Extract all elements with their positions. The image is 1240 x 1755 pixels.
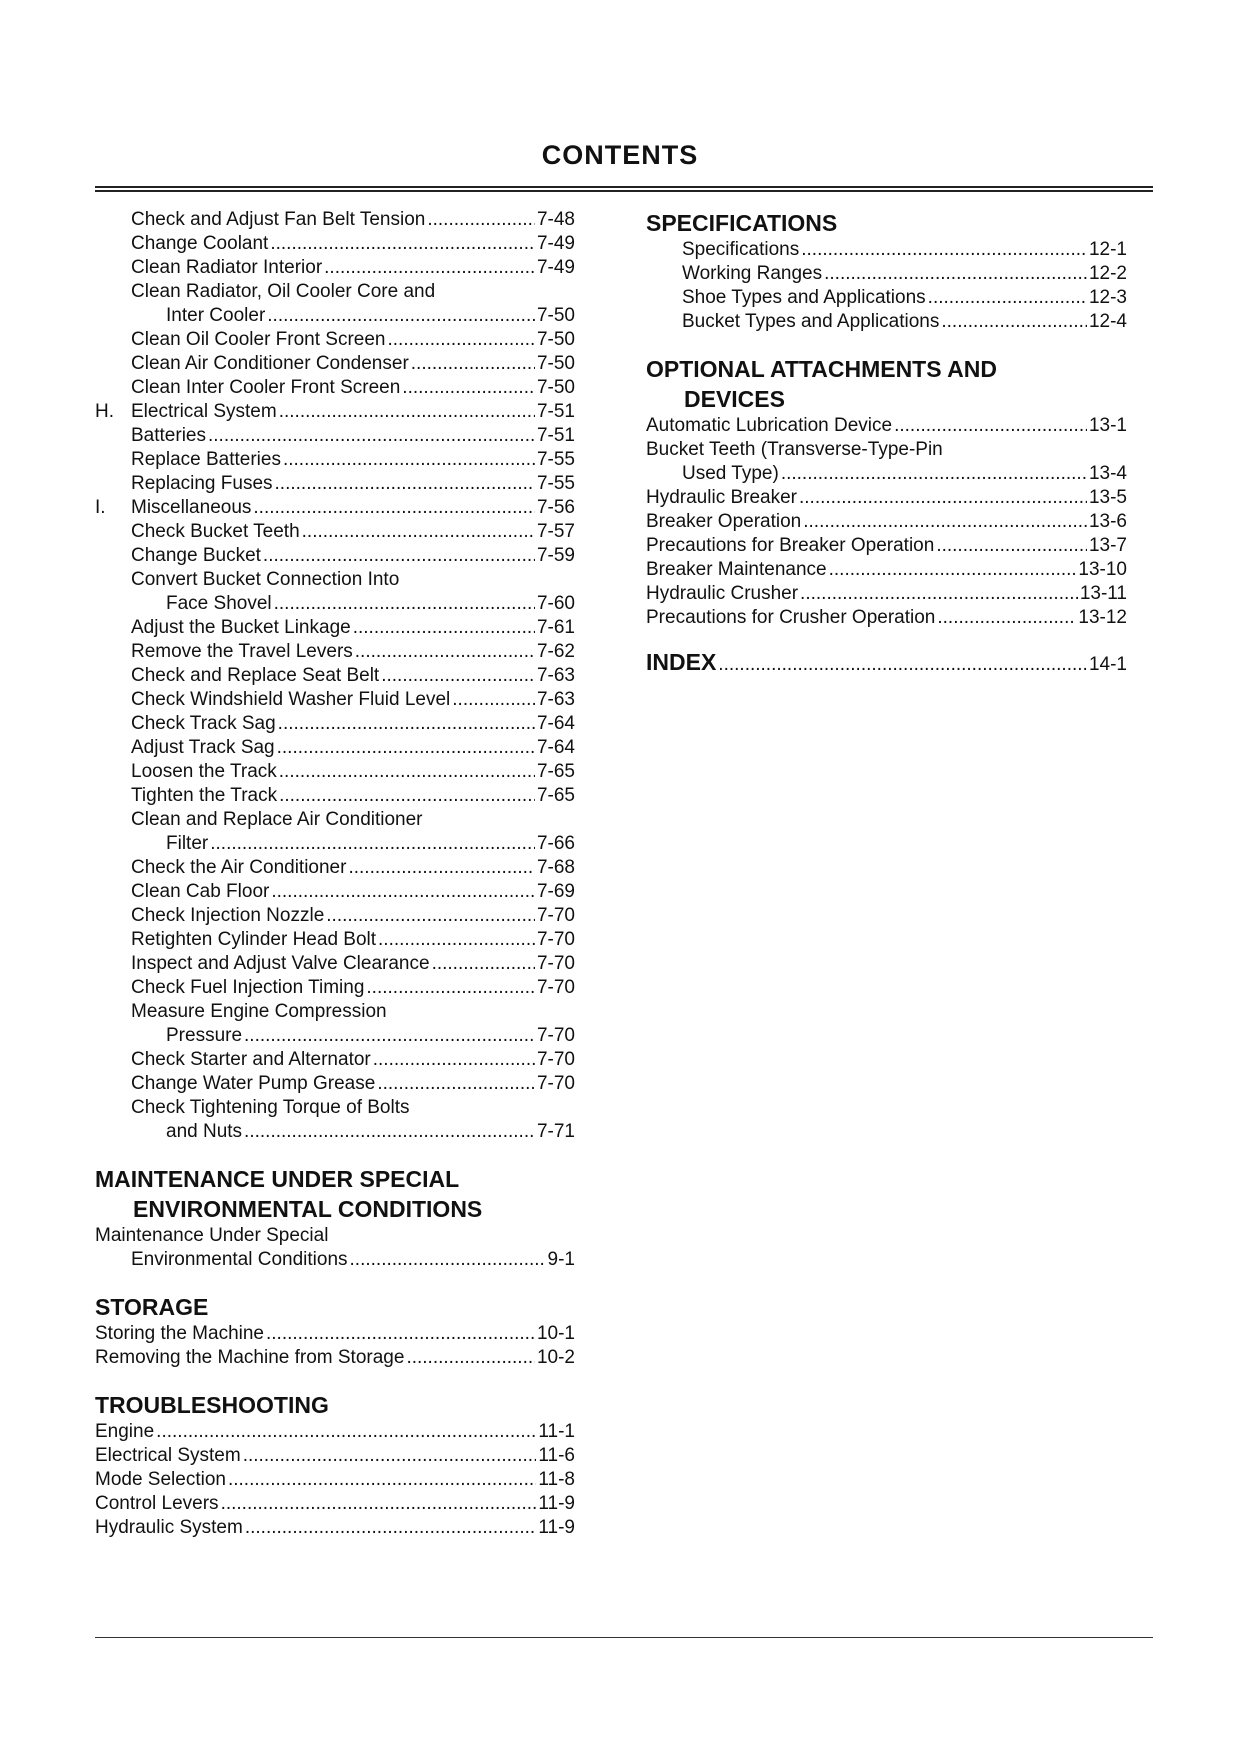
toc-entry[interactable] (95, 1048, 575, 1072)
dot-leader (381, 664, 535, 688)
toc-entry[interactable] (95, 928, 575, 952)
toc-entry[interactable] (95, 784, 575, 808)
section-gap (646, 334, 1127, 354)
dot-leader (324, 256, 535, 280)
toc-entry[interactable] (646, 558, 1127, 582)
toc-entry-title: Clean Oil Cooler Front Screen (131, 329, 386, 350)
dot-leader (279, 784, 535, 808)
dot-leader (348, 856, 535, 880)
page-number: 13-11 (1079, 583, 1127, 604)
toc-entry-title: Check the Air Conditioner (131, 857, 347, 878)
page-number: 10-1 (536, 1323, 575, 1344)
dot-leader (894, 414, 1087, 438)
toc-entry[interactable] (95, 616, 575, 640)
toc-entry[interactable] (646, 582, 1127, 606)
toc-entry-title: Loosen the Track (131, 761, 277, 782)
dot-leader (302, 520, 535, 544)
toc-entry-title: Convert Bucket Connection Into (131, 569, 400, 590)
toc-entry-title: Change Water Pump Grease (131, 1073, 376, 1094)
toc-entry[interactable] (95, 472, 575, 496)
section-letter: I. (95, 497, 106, 518)
toc-entry[interactable] (95, 1120, 575, 1144)
toc-entry-title: Hydraulic Crusher (646, 583, 799, 604)
toc-entry[interactable] (95, 856, 575, 880)
section-heading-line: TROUBLESHOOTING (95, 1392, 329, 1418)
toc-entry-title: Check Track Sag (131, 713, 276, 734)
toc-entry-title: Retighten Cylinder Head Bolt (131, 929, 377, 950)
dot-leader (402, 376, 535, 400)
toc-entry[interactable] (95, 1322, 575, 1346)
page-number: 7-56 (536, 497, 575, 518)
dot-leader (267, 304, 535, 328)
toc-entry-title: INDEX (646, 649, 717, 675)
dot-leader (279, 400, 535, 424)
toc-entry[interactable] (95, 592, 575, 616)
page-number: 7-62 (536, 641, 575, 662)
toc-entry[interactable] (95, 424, 575, 448)
dot-leader (228, 1468, 536, 1492)
page-number: 12-3 (1088, 287, 1127, 308)
page-number: 7-70 (536, 977, 575, 998)
toc-entry[interactable] (95, 952, 575, 976)
page-number: 7-70 (536, 929, 575, 950)
dot-leader (452, 688, 535, 712)
title-double-rule (95, 186, 1153, 192)
toc-entry-title: Automatic Lubrication Device (646, 415, 893, 436)
page-number: 7-69 (536, 881, 575, 902)
toc-entry-title: Used Type) (682, 463, 779, 484)
right-column (646, 208, 1127, 674)
dot-leader (928, 286, 1087, 310)
toc-entry-title: Working Ranges (682, 263, 823, 284)
dot-leader (274, 592, 535, 616)
toc-entry[interactable] (95, 328, 575, 352)
page-number: 12-2 (1088, 263, 1127, 284)
page-number: 7-61 (536, 617, 575, 638)
page-number: 7-64 (536, 713, 575, 734)
toc-entry-title: Check and Adjust Fan Belt Tension (131, 209, 426, 230)
page-number: 11-9 (538, 1517, 575, 1538)
page-number: 7-64 (536, 737, 575, 758)
toc-entry-title: Mode Selection (95, 1469, 226, 1490)
toc-entry[interactable] (95, 760, 575, 784)
toc-entry-title: Remove the Travel Levers (131, 641, 353, 662)
dot-leader (243, 1444, 537, 1468)
page-number: 9-1 (547, 1249, 575, 1270)
dot-leader (941, 310, 1087, 334)
dot-leader (326, 904, 535, 928)
dot-leader (432, 952, 535, 976)
page-number: 7-57 (536, 521, 575, 542)
section-heading (646, 208, 1127, 238)
toc-entry-title: Environmental Conditions (131, 1249, 348, 1270)
toc-entry[interactable] (646, 238, 1127, 262)
toc-entry-title: Filter (166, 833, 209, 854)
page-number: 13-7 (1088, 535, 1127, 556)
toc-entry-title: Adjust Track Sag (131, 737, 275, 758)
toc-entry-title: Miscellaneous (131, 497, 252, 518)
dot-leader (829, 558, 1077, 582)
toc-entry[interactable] (95, 976, 575, 1000)
toc-entry-title: Electrical System (95, 1445, 241, 1466)
page-number: 11-8 (538, 1469, 575, 1490)
toc-entry[interactable] (646, 534, 1127, 558)
page-number: 7-70 (536, 905, 575, 926)
dot-leader (799, 486, 1087, 510)
dot-leader (803, 510, 1087, 534)
toc-entry[interactable] (95, 520, 575, 544)
toc-entry[interactable] (95, 256, 575, 280)
toc-entry-title: Batteries (131, 425, 206, 446)
dot-leader (271, 880, 535, 904)
toc-entry[interactable] (95, 1420, 575, 1444)
toc-entry[interactable] (646, 606, 1127, 630)
dot-leader (277, 736, 535, 760)
page-number: 7-55 (536, 473, 575, 494)
dot-leader (411, 352, 535, 376)
toc-entry[interactable] (95, 1072, 575, 1096)
section-gap (95, 1144, 575, 1164)
page-number: 13-10 (1078, 559, 1127, 580)
section-heading-line: OPTIONAL ATTACHMENTS AND (646, 356, 997, 382)
toc-entry-title: Change Bucket (131, 545, 261, 566)
section-heading-line: DEVICES (684, 386, 785, 412)
toc-entry-title: Specifications (682, 239, 800, 260)
toc-entry-title: Clean and Replace Air Conditioner (131, 809, 423, 830)
toc-entry-title: Maintenance Under Special (95, 1225, 329, 1246)
dot-leader (781, 462, 1087, 486)
toc-entry[interactable] (95, 904, 575, 928)
page-number: 7-65 (536, 785, 575, 806)
dot-leader (824, 262, 1087, 286)
page-number: 7-66 (536, 833, 575, 854)
page-number: 13-4 (1088, 463, 1127, 484)
page-number: 7-70 (536, 1049, 575, 1070)
toc-entry[interactable] (95, 376, 575, 400)
toc-entry-title: Clean Radiator Interior (131, 257, 323, 278)
page-number: 7-63 (536, 665, 575, 686)
toc-entry-title: Clean Radiator, Oil Cooler Core and (131, 281, 436, 302)
page-title: CONTENTS (541, 140, 699, 170)
toc-entry[interactable] (646, 462, 1127, 486)
toc-entry-title: Clean Air Conditioner Condenser (131, 353, 409, 374)
dot-leader (937, 606, 1076, 630)
toc-entry-title: Clean Cab Floor (131, 881, 270, 902)
dot-leader (936, 534, 1087, 558)
page-number: 7-59 (536, 545, 575, 566)
toc-entry-title: Clean Inter Cooler Front Screen (131, 377, 401, 398)
toc-entry[interactable] (95, 232, 575, 256)
toc-entry[interactable] (95, 352, 575, 376)
page-number: 7-50 (536, 353, 575, 374)
toc-entry[interactable] (646, 310, 1127, 334)
page-number: 7-51 (536, 425, 575, 446)
toc-entry-title: Breaker Operation (646, 511, 802, 532)
toc-entry[interactable] (95, 832, 575, 856)
toc-entry-title: Check Fuel Injection Timing (131, 977, 365, 998)
toc-entry[interactable] (95, 1224, 575, 1248)
section-letter: H. (95, 401, 114, 422)
section-gap (95, 1370, 575, 1390)
page-number: 13-12 (1078, 607, 1127, 628)
section-heading (646, 354, 1127, 414)
dot-leader (801, 238, 1087, 262)
toc-entry-title: Storing the Machine (95, 1323, 264, 1344)
toc-entry[interactable] (95, 1516, 575, 1540)
toc-entry-title: Face Shovel (166, 593, 272, 614)
toc-entry-title: Electrical System (131, 401, 277, 422)
toc-entry[interactable] (95, 1444, 575, 1468)
page-number: 7-55 (536, 449, 575, 470)
section-heading-line: MAINTENANCE UNDER SPECIAL (95, 1166, 460, 1192)
dot-leader (718, 653, 1087, 677)
section-heading (95, 1292, 575, 1322)
dot-leader (210, 832, 535, 856)
dot-leader (373, 1048, 535, 1072)
toc-entry[interactable] (95, 568, 575, 592)
toc-entry[interactable] (95, 1096, 575, 1120)
toc-entry-title: Check and Replace Seat Belt (131, 665, 380, 686)
toc-entry-title: Hydraulic System (95, 1517, 243, 1538)
toc-entry[interactable] (95, 1000, 575, 1024)
toc-entry[interactable] (95, 1468, 575, 1492)
toc-entry-title: Change Coolant (131, 233, 269, 254)
toc-entry-title: Adjust the Bucket Linkage (131, 617, 351, 638)
page-number: 12-1 (1088, 239, 1127, 260)
page-number: 11-6 (538, 1445, 575, 1466)
dot-leader (266, 1322, 535, 1346)
page-number: 7-49 (536, 257, 575, 278)
dot-leader (366, 976, 535, 1000)
page-number: 7-70 (536, 953, 575, 974)
toc-entry[interactable] (95, 1492, 575, 1516)
toc-entry-title: Precautions for Breaker Operation (646, 535, 935, 556)
dot-leader (427, 208, 535, 232)
toc-entry[interactable] (95, 280, 575, 304)
toc-entry[interactable] (95, 808, 575, 832)
toc-entry-title: Control Levers (95, 1493, 219, 1514)
toc-entry[interactable] (95, 448, 575, 472)
dot-leader (388, 328, 535, 352)
toc-entry[interactable] (95, 736, 575, 760)
toc-entry-title: Engine (95, 1421, 155, 1442)
toc-entry-title: Removing the Machine from Storage (95, 1347, 405, 1368)
page-number: 7-50 (536, 329, 575, 350)
toc-entry[interactable] (95, 664, 575, 688)
section-gap (95, 1272, 575, 1292)
toc-entry[interactable] (646, 510, 1127, 534)
toc-entry[interactable] (95, 1346, 575, 1370)
page-number: 13-6 (1088, 511, 1127, 532)
toc-entry-title: Inspect and Adjust Valve Clearance (131, 953, 430, 974)
toc-entry-title: Precautions for Crusher Operation (646, 607, 936, 628)
page-number: 14-1 (1088, 654, 1127, 675)
toc-entry-title: Inter Cooler (166, 305, 266, 326)
dot-leader (353, 616, 535, 640)
section-heading-line: SPECIFICATIONS (646, 210, 838, 236)
toc-entry-title: Check Bucket Teeth (131, 521, 300, 542)
page-number: 7-60 (536, 593, 575, 614)
toc-entry-title: Check Starter and Alternator (131, 1049, 371, 1070)
toc-entry-title: Check Injection Nozzle (131, 905, 325, 926)
dot-leader (377, 1072, 535, 1096)
toc-entry-title: Shoe Types and Applications (682, 287, 926, 308)
page-number: 7-65 (536, 761, 575, 782)
page-number: 7-70 (536, 1025, 575, 1046)
page-number: 7-63 (536, 689, 575, 710)
toc-entry-title: Tighten the Track (131, 785, 278, 806)
dot-leader (378, 928, 535, 952)
dot-leader (253, 496, 535, 520)
dot-leader (800, 582, 1078, 606)
dot-leader (221, 1492, 537, 1516)
page-number: 12-4 (1088, 311, 1127, 332)
toc-entry-title: Breaker Maintenance (646, 559, 827, 580)
page-number: 13-5 (1088, 487, 1127, 508)
page-number: 7-50 (536, 305, 575, 326)
toc-entry-title: Bucket Types and Applications (682, 311, 940, 332)
toc-entry[interactable] (95, 544, 575, 568)
page-number: 7-49 (536, 233, 575, 254)
toc-entry-title: Hydraulic Breaker (646, 487, 797, 508)
left-column (95, 208, 575, 1540)
toc-entry[interactable] (646, 650, 1127, 674)
page-number: 7-70 (536, 1073, 575, 1094)
footer-rule (95, 1637, 1153, 1638)
toc-entry-title: Replace Batteries (131, 449, 281, 470)
dot-leader (279, 760, 535, 784)
section-gap (646, 630, 1127, 650)
dot-leader (208, 424, 535, 448)
toc-entry[interactable] (646, 438, 1127, 462)
dot-leader (355, 640, 535, 664)
toc-entry[interactable] (95, 400, 575, 424)
toc-entry[interactable] (95, 640, 575, 664)
toc-entry-title: Check Tightening Torque of Bolts (131, 1097, 410, 1118)
toc-entry-title: Bucket Teeth (Transverse-Type-Pin (646, 439, 943, 460)
page-number: 7-51 (536, 401, 575, 422)
toc-entry[interactable] (646, 486, 1127, 510)
section-heading (95, 1164, 575, 1224)
dot-leader (156, 1420, 536, 1444)
section-heading-line: STORAGE (95, 1294, 209, 1320)
toc-entry[interactable] (95, 1248, 575, 1272)
toc-entry[interactable] (646, 414, 1127, 438)
toc-entry-title: and Nuts (166, 1121, 243, 1142)
toc-entry[interactable] (95, 880, 575, 904)
page-number: 7-71 (536, 1121, 575, 1142)
page-number: 10-2 (536, 1347, 575, 1368)
dot-leader (244, 1120, 535, 1144)
toc-entry-title: Check Windshield Washer Fluid Level (131, 689, 451, 710)
toc-entry[interactable] (95, 208, 575, 232)
dot-leader (270, 232, 535, 256)
dot-leader (406, 1346, 535, 1370)
toc-entry[interactable] (95, 688, 575, 712)
page-number: 11-1 (538, 1421, 575, 1442)
toc-entry-title: Replacing Fuses (131, 473, 273, 494)
page-number: 7-50 (536, 377, 575, 398)
toc-entry[interactable] (95, 304, 575, 328)
dot-leader (244, 1024, 535, 1048)
dot-leader (275, 472, 535, 496)
dot-leader (283, 448, 535, 472)
dot-leader (263, 544, 535, 568)
dot-leader (278, 712, 535, 736)
toc-entry[interactable] (95, 496, 575, 520)
page-number: 11-9 (538, 1493, 575, 1514)
toc-entry[interactable] (646, 286, 1127, 310)
toc-entry[interactable] (95, 712, 575, 736)
toc-entry[interactable] (646, 262, 1127, 286)
section-heading (95, 1390, 575, 1420)
page-number: 7-68 (536, 857, 575, 878)
dot-leader (350, 1248, 546, 1272)
toc-entry-title: Measure Engine Compression (131, 1001, 387, 1022)
page-number: 13-1 (1088, 415, 1127, 436)
toc-entry-title: Pressure (166, 1025, 243, 1046)
toc-entry[interactable] (95, 1024, 575, 1048)
section-heading-line: ENVIRONMENTAL CONDITIONS (133, 1196, 483, 1222)
page-number: 7-48 (536, 209, 575, 230)
dot-leader (245, 1516, 537, 1540)
